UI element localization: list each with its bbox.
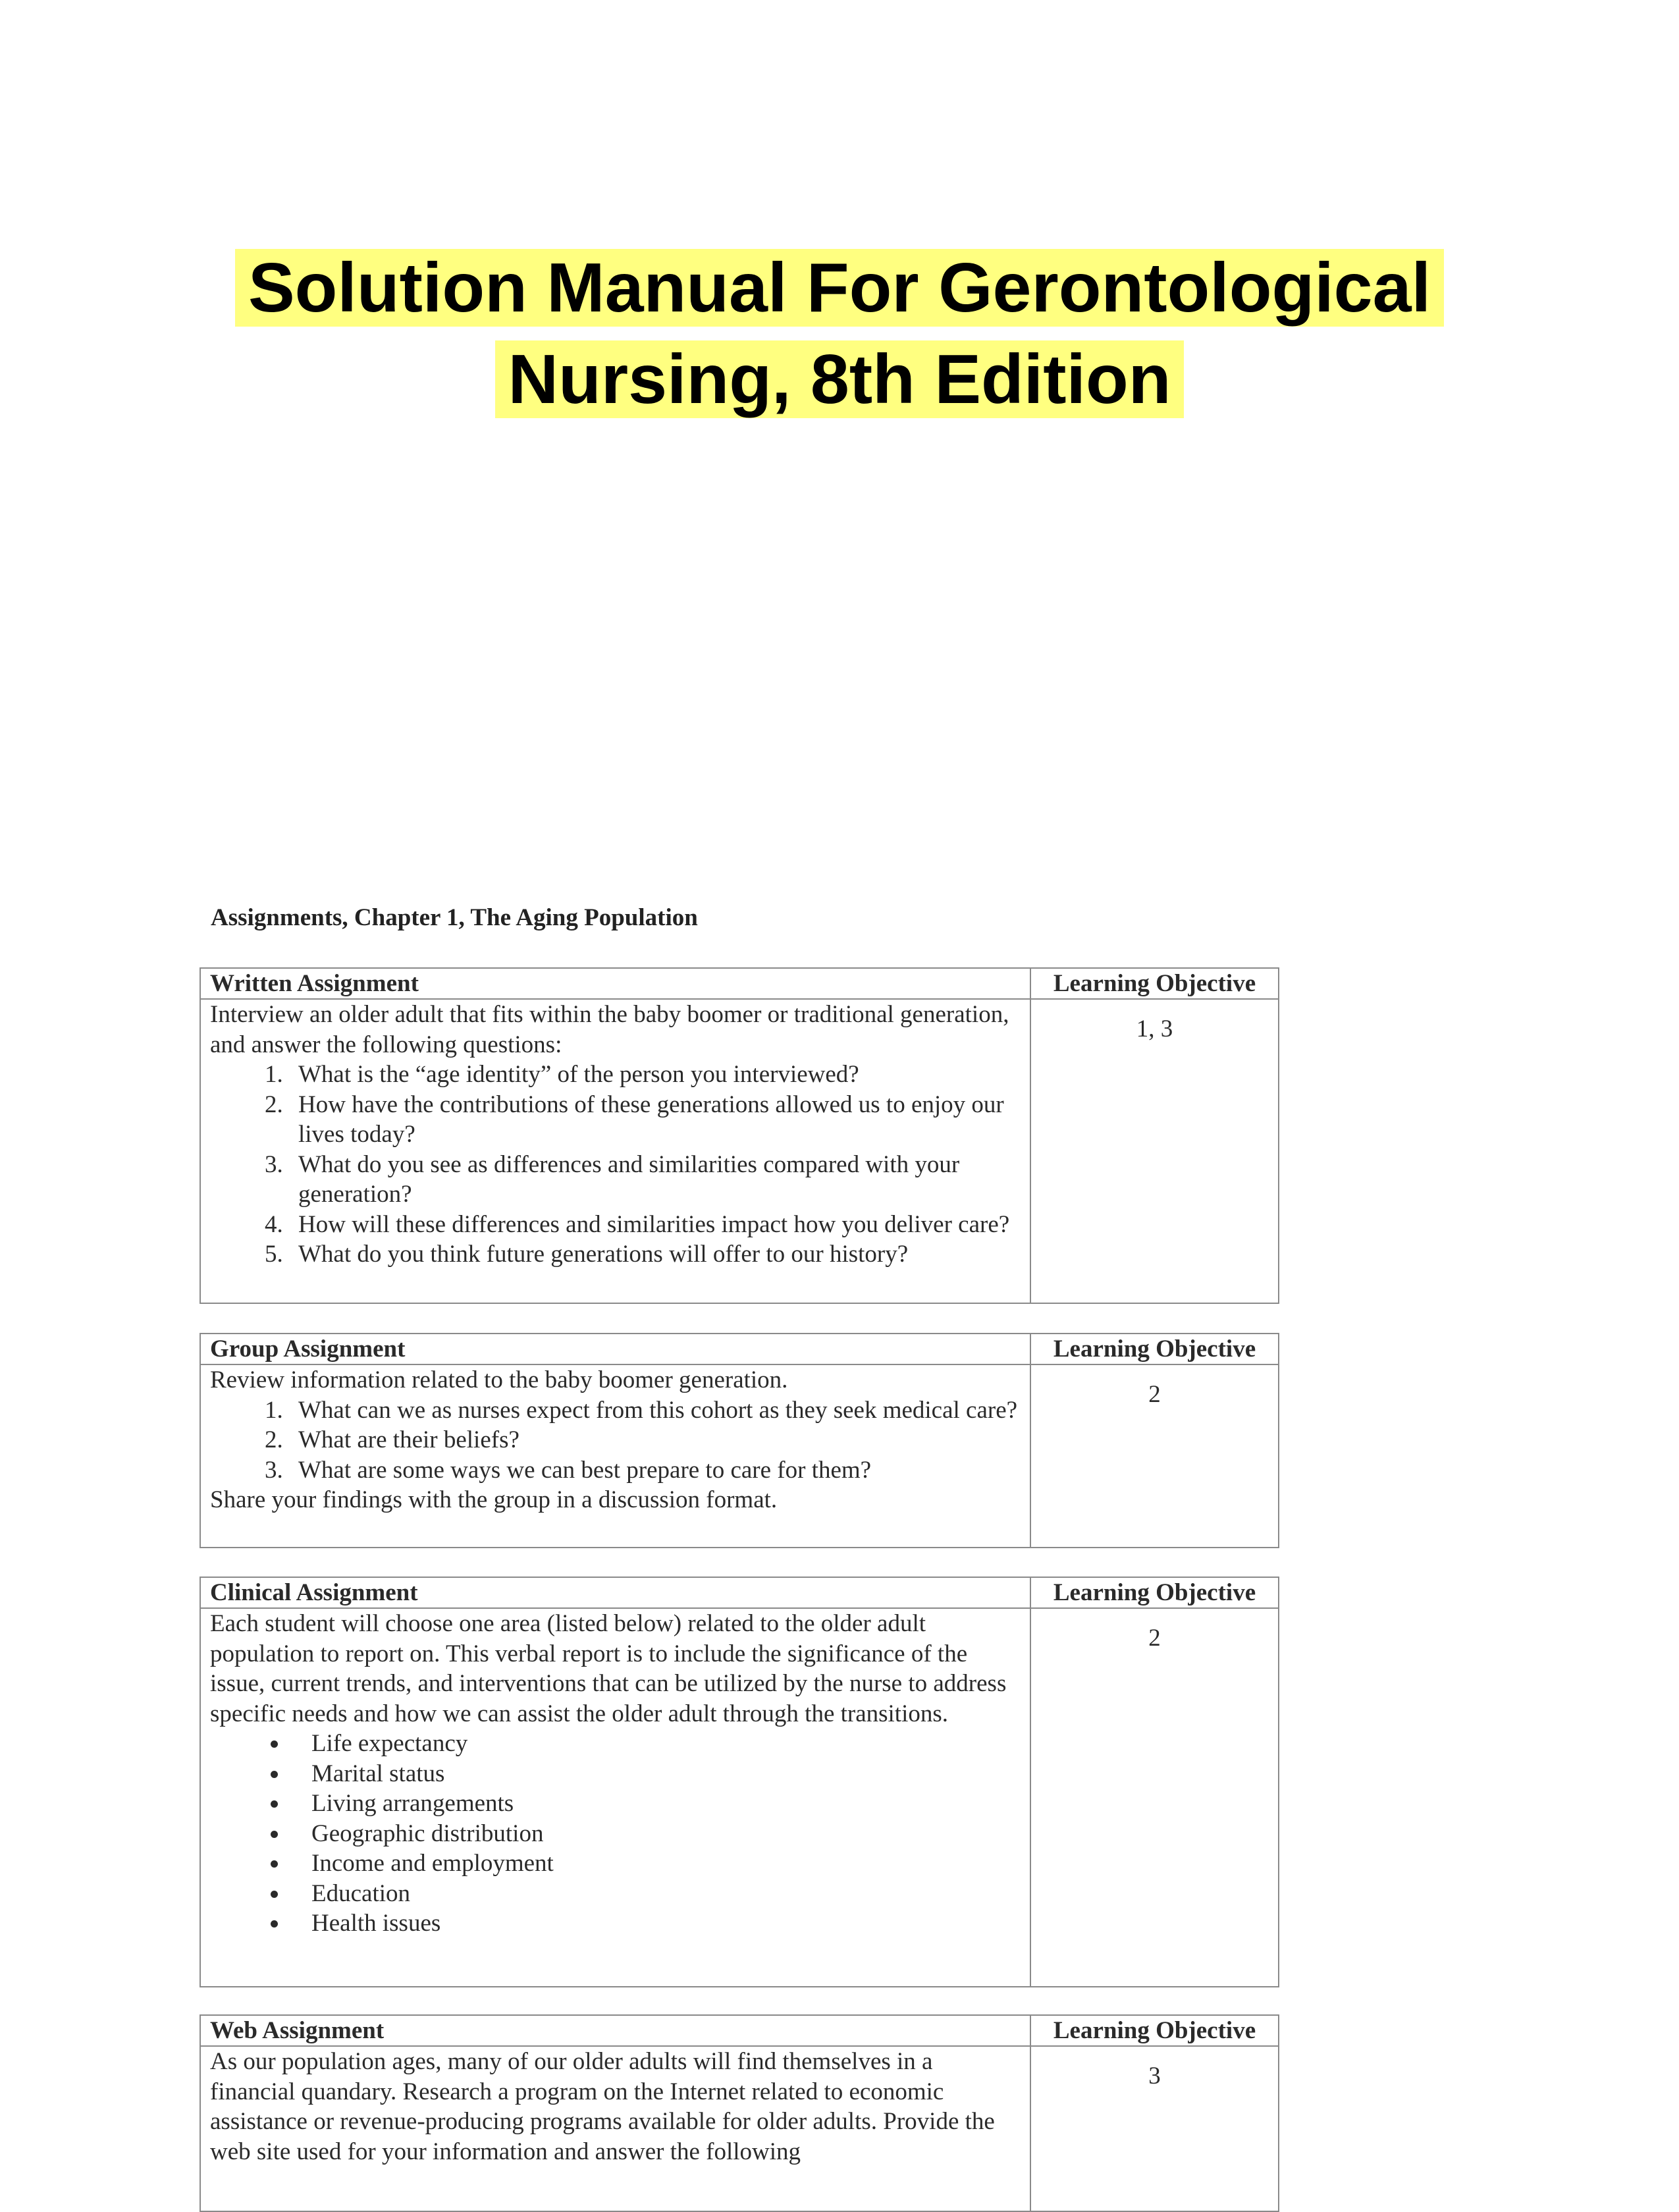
assignment-outro: Share your findings with the group in a discussion format. — [210, 1486, 778, 1513]
assignment-intro: Review information related to the baby boomer generation. — [210, 1366, 788, 1393]
learning-objective-cell — [1030, 2046, 1279, 2211]
assignment-intro: Each student will choose one area (listed below) related to the older adult population to report on. This verbal report is to include the significance of the issue, current trends, and interventions that can be utilized by the nurse to address specific needs and how we can assist the older adult through the transitions. — [210, 1610, 1007, 1727]
topic-list — [210, 1729, 1021, 1939]
list-item: • Health issues — [289, 1908, 1021, 1939]
written-assignment-table — [200, 967, 1279, 1304]
title-line-1: Solution Manual For Gerontological — [235, 249, 1444, 327]
learning-objective-header: Learning Objective — [1030, 1334, 1279, 1364]
chapter-heading: Assignments, Chapter 1, The Aging Population — [211, 904, 698, 931]
list-item: • Education — [289, 1879, 1021, 1909]
list-item: • Living arrangements — [289, 1789, 1021, 1819]
learning-objective-header: Learning Objective — [1030, 2015, 1279, 2046]
learning-objective-cell — [1030, 1608, 1279, 1987]
assignment-body — [200, 999, 1030, 1303]
table-row — [200, 999, 1279, 1303]
learning-objective-value: 2 — [1148, 1625, 1161, 1652]
assignment-type-header: Clinical Assignment — [200, 1577, 1030, 1608]
assignment-type-header: Web Assignment — [200, 2015, 1030, 2046]
assignment-type-header: Group Assignment — [200, 1334, 1030, 1364]
assignment-type-header: Written Assignment — [200, 968, 1030, 999]
assignment-intro: Interview an older adult that fits within the baby boomer or traditional generation, and answer the following questions: — [210, 1001, 1009, 1058]
question-list — [210, 1395, 1021, 1486]
list-item: 4. How will these differences and similarities impact how you deliver care? — [289, 1210, 1021, 1240]
table-header-row — [200, 968, 1279, 999]
list-item: 1. What can we as nurses expect from this cohort as they seek medical care? — [289, 1395, 1021, 1426]
assignment-body — [200, 1608, 1030, 1987]
assignment-intro: As our population ages, many of our older adults will find themselves in a financial quandary. Research a program on the Internet related to economic assistance or revenue-producing programs available for older adults. Provide the web site used for your information and answer the following — [210, 2048, 995, 2165]
list-item: • Income and employment — [289, 1848, 1021, 1879]
question-list — [210, 1060, 1021, 1270]
list-item: 3. What are some ways we can best prepare to care for them? — [289, 1455, 1021, 1486]
list-item: 2. What are their beliefs? — [289, 1425, 1021, 1455]
document-title — [0, 242, 1679, 425]
list-item: 2. How have the contributions of these generations allowed us to enjoy our lives today? — [289, 1090, 1021, 1150]
table-header-row — [200, 1577, 1279, 1608]
learning-objective-header: Learning Objective — [1030, 1577, 1279, 1608]
table-row — [200, 1364, 1279, 1548]
list-item: 1. What is the “age identity” of the person you interviewed? — [289, 1060, 1021, 1090]
learning-objective-value: 3 — [1148, 2063, 1161, 2090]
learning-objective-value: 1, 3 — [1136, 1015, 1173, 1042]
list-item: 5. What do you think future generations will offer to our history? — [289, 1239, 1021, 1270]
table-header-row — [200, 2015, 1279, 2046]
clinical-assignment-table — [200, 1577, 1279, 1987]
web-assignment-table — [200, 2014, 1279, 2212]
assignment-body — [200, 2046, 1030, 2211]
learning-objective-value: 2 — [1148, 1381, 1161, 1408]
list-item: • Geographic distribution — [289, 1819, 1021, 1849]
table-header-row — [200, 1334, 1279, 1364]
group-assignment-table — [200, 1333, 1279, 1548]
table-row — [200, 1608, 1279, 1987]
list-item: 3. What do you see as differences and similarities compared with your generation? — [289, 1150, 1021, 1210]
assignment-body — [200, 1364, 1030, 1548]
table-row — [200, 2046, 1279, 2211]
learning-objective-cell — [1030, 999, 1279, 1303]
learning-objective-header: Learning Objective — [1030, 968, 1279, 999]
title-line-2: Nursing, 8th Edition — [495, 340, 1185, 418]
learning-objective-cell — [1030, 1364, 1279, 1548]
list-item: • Life expectancy — [289, 1729, 1021, 1759]
list-item: • Marital status — [289, 1759, 1021, 1789]
